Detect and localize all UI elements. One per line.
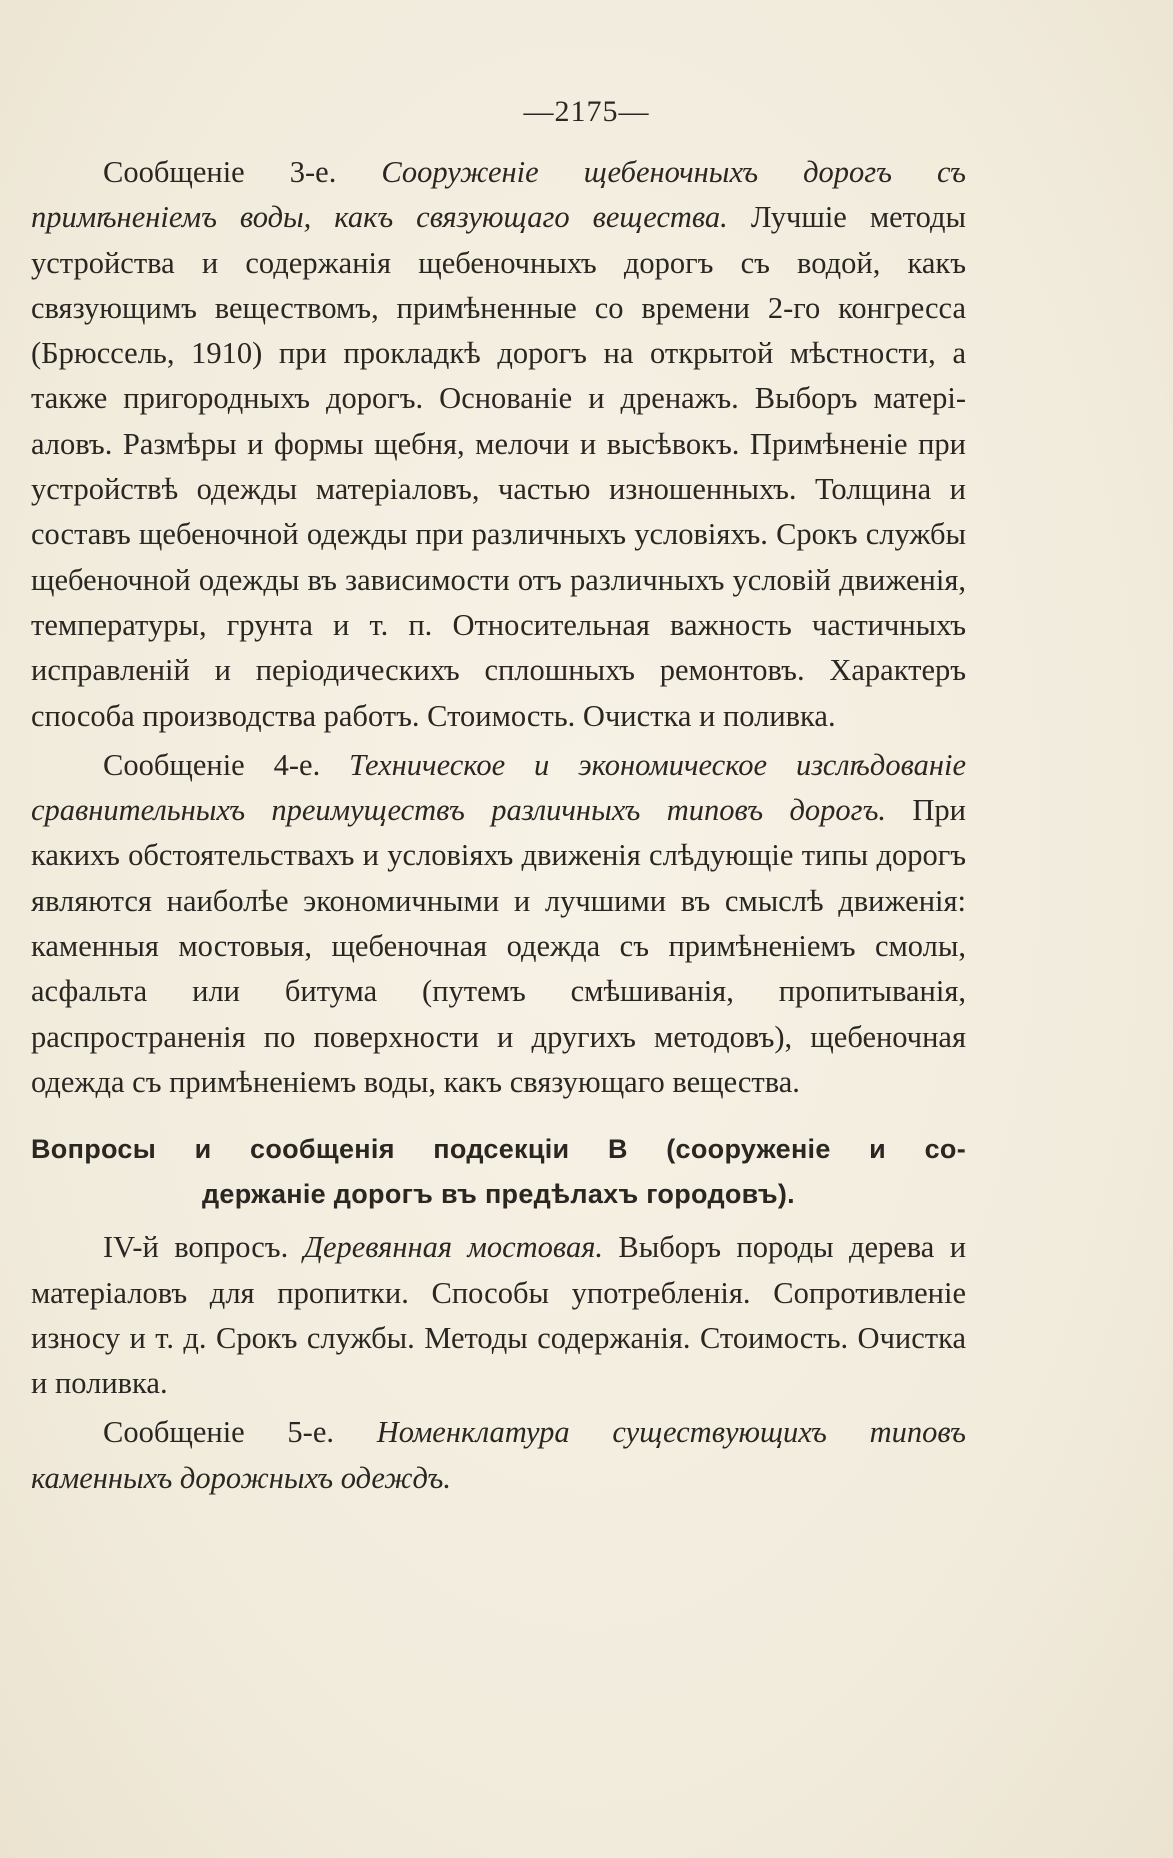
section-heading (31, 1127, 966, 1217)
text-block (31, 150, 966, 1501)
paragraph-lead: Сообщеніе 5-е. (103, 1415, 334, 1450)
section-heading-line-1: Вопросы и сообщенія подсекціи В (сооруженіе и со- (31, 1134, 966, 1165)
paragraph-title: Номенклатура существующихъ типовъ каменныхъ дорожныхъ одеждъ. (31, 1415, 967, 1495)
section-heading-line-2: держаніе дорогъ въ предѣлахъ городовъ). (201, 1179, 795, 1210)
paragraph-body: Лучшіе методы устройства и содержанія щебеночныхъ дорогъ съ водой, какъ связующимъ веществомъ, примѣненные со времени 2-го конгресса (Брюссель, 1910) при прокладкѣ дорогъ на открытой мѣстности, а также пригородныхъ дорогъ. Основаніе и дренажъ. Выборъ матеріаловъ. Размѣры и формы щебня, мелочи и высѣвокъ. Примѣненіе при устройствѣ одежды матеріаловъ, частью изношенныхъ. Толщина и составъ щебеночной одежды при различныхъ условіяхъ. Срокъ службы щебеночной одежды въ зависимости отъ различныхъ условій движенія, температуры, грунта и т. п. Относительная важность частичныхъ исправленій и періодическихъ сплошныхъ ремонтовъ. Характеръ способа производства работъ. Стоимость. Очистка и поливка. (31, 200, 966, 733)
paragraph-lead: Сообщеніе 4-е. (103, 747, 321, 782)
paragraph-title: Техническое и экономическое изслѣдованіе сравнительныхъ преимуществъ различныхъ типовъ дорогъ. (31, 747, 966, 828)
paragraph-lead: IV-й вопросъ. (103, 1230, 289, 1265)
paragraph-message-5 (31, 1410, 966, 1501)
paragraph-body: При какихъ обстоятельствахъ и условіяхъ движенія слѣдующіе типы дорогъ являются наиболѣе экономичными и лучшими въ смыслѣ движенія: каменныя мостовыя, щебеночная одежда съ примѣненіемъ смолы, асфальта или битума (путемъ смѣшиванія, пропитыванія, распространенія по поверхности и другихъ методовъ), щебеночная одежда съ примѣненіемъ воды, какъ связующаго вещества. (31, 793, 966, 1099)
paragraph-message-3 (31, 150, 966, 739)
paragraph-body: Выборъ породы дерева и матеріаловъ для пропитки. Способы употребленія. Сопротивленіе износу и т. д. Срокъ службы. Методы содержанія. Стоимость. Очистка и поливка. (31, 1230, 967, 1401)
paragraph-message-4 (31, 743, 966, 1105)
paragraph-question-4 (31, 1225, 966, 1406)
paragraph-title: Деревянная мостовая. (303, 1230, 603, 1265)
page-number: —2175— (523, 95, 650, 128)
paragraph-lead: Сообщеніе 3-е. (103, 155, 337, 189)
paragraph-title: Сооруженіе щебеночныхъ дорогъ съ примѣненіемъ воды, какъ связующаго вещества. (31, 155, 966, 235)
